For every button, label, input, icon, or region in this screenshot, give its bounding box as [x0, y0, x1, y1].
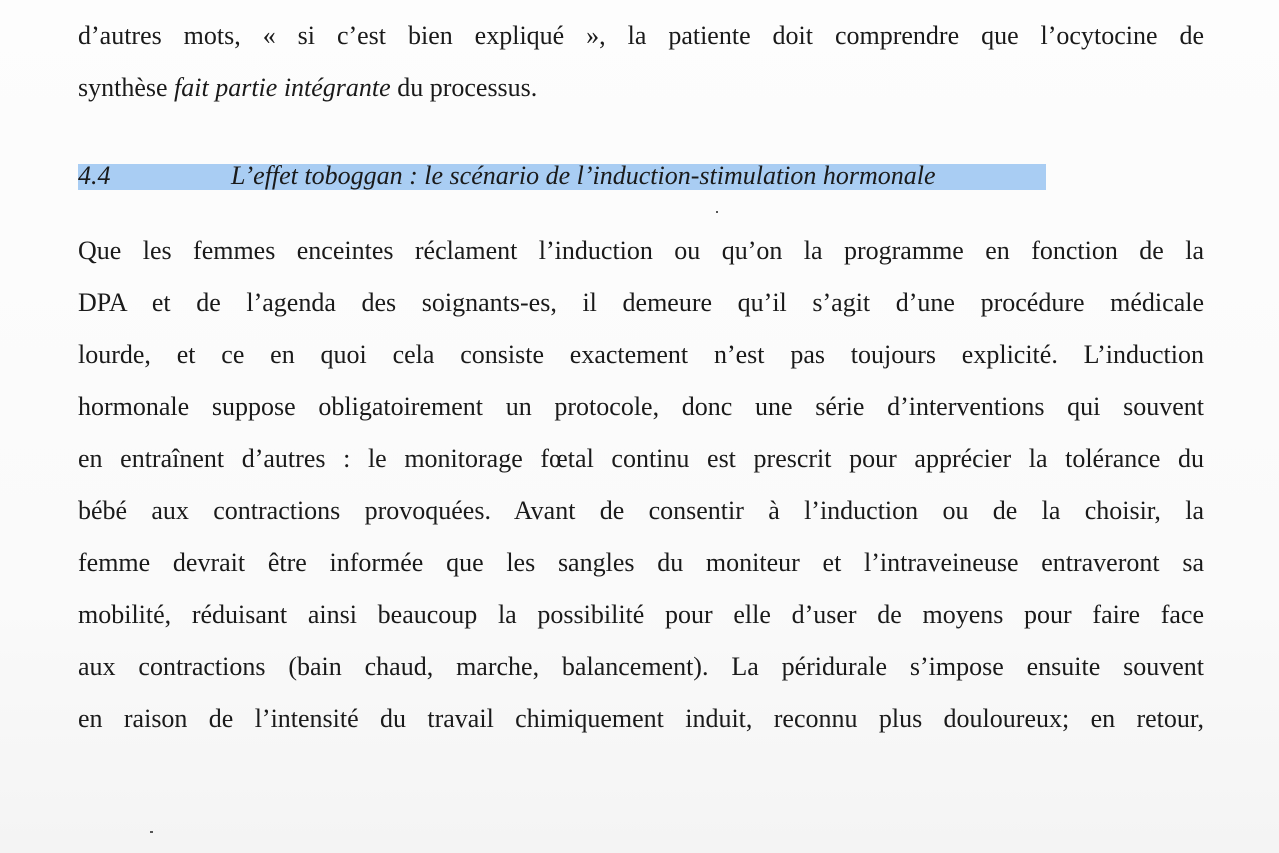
paragraph-line: en entraînent d’autres : le monitorage fœtal continu est prescrit pour apprécier la tolérance du	[78, 444, 1204, 473]
paragraph-line: aux contractions (bain chaud, marche, balancement). La péridurale s’impose ensuite souvent	[78, 652, 1204, 681]
paragraph-line: mobilité, réduisant ainsi beaucoup la possibilité pour elle d’user de moyens pour faire face	[78, 600, 1204, 629]
intro-line-2-suffix: du processus.	[390, 73, 538, 102]
paragraph-line: lourde, et ce en quoi cela consiste exactement n’est pas toujours explicité. L’induction	[78, 340, 1204, 369]
paragraph-line: femme devrait être informée que les sangles du moniteur et l’intraveineuse entraveront sa	[78, 548, 1204, 577]
section-heading[interactable]	[78, 162, 1204, 198]
paragraph-line: bébé aux contractions provoquées. Avant de consentir à l’induction ou de la choisir, la	[78, 496, 1204, 525]
intro-line-2-prefix: synthèse	[78, 73, 175, 102]
paragraph-line: DPA et de l’agenda des soignants-es, il demeure qu’il s’agit d’une procédure médicale	[78, 288, 1204, 317]
paragraph-line: en raison de l’intensité du travail chimiquement induit, reconnu plus douloureux; en retour,	[78, 704, 1204, 733]
intro-line-2	[78, 62, 1204, 114]
body-paragraph	[78, 225, 1204, 745]
scan-speck	[150, 831, 153, 833]
section-title: L’effet toboggan : le scénario de l’induction-stimulation hormonale	[231, 161, 936, 190]
section-number: 4.4	[78, 161, 111, 190]
document-content	[78, 10, 1204, 745]
paragraph-line: Que les femmes enceintes réclament l’induction ou qu’on la programme en fonction de la	[78, 236, 1204, 265]
intro-emphasis: fait partie intégrante	[174, 73, 391, 102]
intro-line-1: d’autres mots, « si c’est bien expliqué », la patiente doit comprendre que l’ocytocine de	[78, 21, 1204, 50]
paragraph-line: hormonale suppose obligatoirement un protocole, donc une série d’interventions qui souvent	[78, 392, 1204, 421]
intro-paragraph	[78, 10, 1204, 114]
scan-speck	[716, 211, 718, 213]
